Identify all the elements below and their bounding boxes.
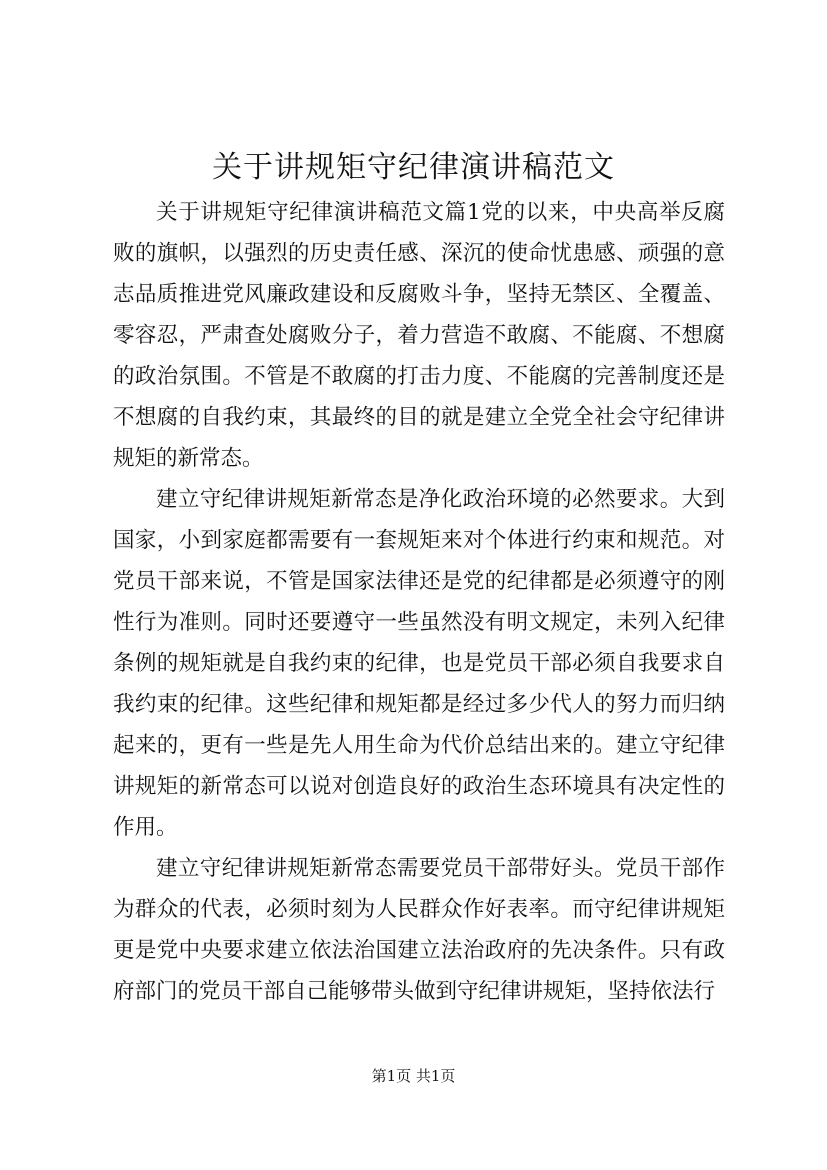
paragraph-3: 建立守纪律讲规矩新常态需要党员干部带好头。党员干部作为群众的代表，必须时刻为人民群众作好表率。而守纪律讲规矩更是党中央要求建立依法治国建立法治政府的先决条件。只有政府部门的党员干部自己能够带头做到守纪律讲规矩，坚持依法行 — [113, 856, 725, 1004]
document-body — [113, 192, 725, 1012]
page-number-footer: 第1页 共1页 — [371, 1067, 456, 1085]
paragraph-2: 建立守纪律讲规矩新常态是净化政治环境的必然要求。大到国家，小到家庭都需要有一套规矩来对个体进行约束和规范。对党员干部来说，不管是国家法律还是党的纪律都是必须遵守的刚性行为准则。同时还要遵守一些虽然没有明文规定，未列入纪律条例的规矩就是自我约束的纪律，也是党员干部必须自我要求自我约束的纪律。这些纪律和规矩都是经过多少代人的努力而归纳起来的，更有一些是先人用生命为代价总结出来的。建立守纪律讲规矩的新常态可以说对创造良好的政治生态环境具有决定性的作用。 — [113, 487, 725, 840]
document-title: 关于讲规矩守纪律演讲稿范文 — [212, 150, 615, 185]
paragraph-1: 关于讲规矩守纪律演讲稿范文篇1党的以来，中央高举反腐败的旗帜，以强烈的历史责任感、深沉的使命忧患感、顽强的意志品质推进党风廉政建设和反腐败斗争，坚持无禁区、全覆盖、零容忍，严肃查处腐败分子，着力营造不敢腐、不能腐、不想腐的政治氛围。不管是不敢腐的打击力度、不能腐的完善制度还是不想腐的自我约束，其最终的目的就是建立全党全社会守纪律讲规矩的新常态。 — [113, 200, 725, 471]
